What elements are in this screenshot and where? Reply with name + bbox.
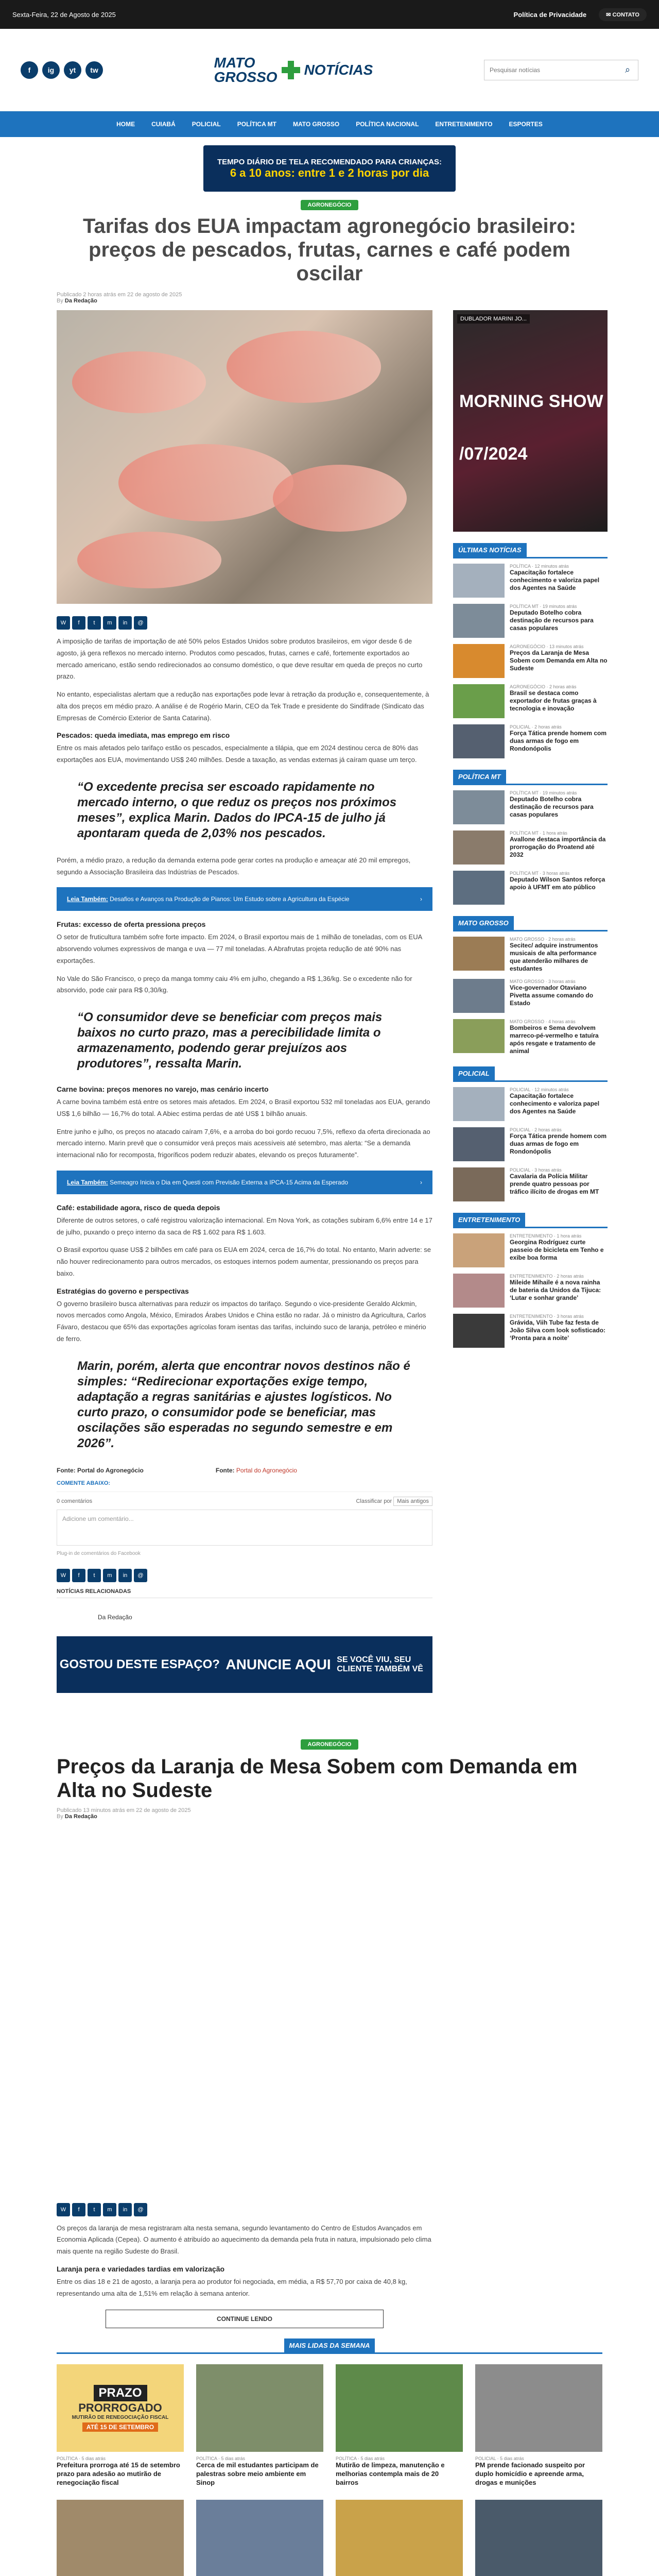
share-bar — [57, 616, 432, 630]
nav-policial[interactable]: POLICIAL — [192, 121, 221, 128]
comments-toolbar — [57, 1492, 432, 1504]
article-main — [57, 310, 432, 1703]
author-name[interactable]: Da Redação — [64, 1813, 97, 1820]
list-item[interactable] — [453, 1274, 608, 1308]
read-also-box[interactable] — [57, 887, 432, 911]
list-item[interactable] — [453, 564, 608, 598]
pull-quote: Marin, porém, alerta que encontrar novos destinos não é simples: “Redirecionar exportações exige tempo, adaptação a regras sanitárias e ajustes logísticos. No curto prazo, o consumidor pode se beneficiar, mas oscilações são esperadas no segundo semestre e em 2026”. — [77, 1359, 410, 1450]
hero-image — [57, 310, 432, 604]
list-item[interactable] — [453, 644, 608, 678]
video-player[interactable] — [453, 310, 608, 532]
item-title[interactable]: Força Tática prende homem com duas armas de fogo em Rondonópolis — [510, 1132, 607, 1155]
logo-line1: MATO — [214, 54, 255, 71]
most-read-section — [57, 2338, 602, 2576]
top-ad-banner[interactable] — [203, 145, 456, 192]
fb-plugin-label: Plug-in de comentários do Facebook — [57, 1550, 141, 1556]
card-title[interactable]: Prefeitura prorroga até 15 de setembro prazo para adesão ao mutirão de renegociação fiscal — [57, 2461, 180, 2487]
paragraph: Diferente de outros setores, o café registrou valorização internacional. Em Nova York, as cotações subiram 6,6% entre 14 e 17 de julho, puxando o preço interno da saca de R$ 1.602 para R$ 1.603. — [57, 1216, 432, 1236]
privacy-link[interactable]: Política de Privacidade — [513, 10, 587, 19]
twitter-share-icon[interactable]: t — [88, 2203, 101, 2216]
twitter-icon[interactable]: tw — [85, 61, 103, 79]
linkedin-icon[interactable]: in — [118, 1569, 132, 1582]
item-category: POLÍTICA MT · 19 minutos atrás — [510, 604, 577, 609]
card-category: POLÍTICA · 5 dias atrás — [57, 2456, 106, 2462]
paragraph: No entanto, especialistas alertam que a redução nas exportações pode levar à retração da produção e, consequentemente, à alta dos preços em médio prazo. A análise é de Rogério Marin, CEO da Tek Trade e presidente do Sindifrade (Sindicato das Empresas de Comércio Exterior de Santa Catarina). — [57, 690, 429, 722]
contact-button[interactable]: ✉ CONTATO — [599, 8, 647, 21]
facebook-share-icon[interactable]: f — [72, 1569, 85, 1582]
card-category: POLÍTICA · 5 dias atrás — [336, 2456, 385, 2462]
pull-quote: “O excedente precisa ser escoado rapidamente no mercado interno, o que reduz os preços nos próximos meses”, explica Marin. Dados do IPCA-15 de julho já apontaram queda de 2,03% nos pescados. — [77, 779, 397, 840]
list-item[interactable] — [453, 1314, 608, 1348]
whatsapp-icon[interactable]: W — [57, 1569, 70, 1582]
item-title[interactable]: Capacitação fortalece conhecimento e valoriza papel dos Agentes na Saúde — [510, 569, 600, 591]
most-read-heading: MAIS LIDAS DA SEMANA — [284, 2338, 375, 2352]
item-title[interactable]: Brasil se destaca como exportador de frutas graças à tecnologia e inovação — [510, 689, 597, 712]
item-category: POLICIAL · 12 minutos atrás — [510, 1087, 569, 1092]
item-category: ENTRETENIMENTO · 3 horas atrás — [510, 1314, 584, 1319]
twitter-share-icon[interactable]: t — [88, 616, 101, 630]
nav-politica-nacional[interactable]: POLÍTICA NACIONAL — [356, 121, 419, 128]
paragraph: Entre junho e julho, os preços no atacado caíram 7,6%, e a arroba do boi gordo recuou 7,5%, reflexo da oferta direcionada ao mercado interno. Marin prevê que o consumidor verá preços mais acessíveis até setembro, mas alerta: “Se a demanda internacional não for recomposta, frigoríficos podem reduzir abates, elevando os preços futuramente”. — [57, 1127, 430, 1159]
source-prefix: Fonte: — [215, 1466, 235, 1474]
paragraph: No Vale do São Francisco, o preço da manga tommy caiu 4% em julho, chegando a R$ 1,36/kg. Se o excedente não for absorvido, pode cair para R$ 0,30/kg. — [57, 974, 412, 994]
news-card[interactable] — [336, 2364, 463, 2487]
item-category: ENTRETENIMENTO · 2 horas atrás — [510, 1274, 584, 1279]
read-also-prefix: Leia Também: — [67, 1178, 108, 1186]
paragraph: Entre os mais afetados pelo tarifaço estão os pescados, especialmente a tilápia, que em 2024 destinou cerca de 80% das exportações aos EUA, movimentando US$ 240 milhões. Desde a taxação, as vendas externas já caíram quase um terço. — [57, 744, 419, 764]
ad-right: SE VOCÊ VIU, SEU CLIENTE TAMBÉM VÊ — [337, 1655, 423, 1673]
article-meta — [57, 292, 602, 304]
promo-line4: ATÉ 15 DE SETEMBRO — [82, 2422, 158, 2432]
list-item[interactable] — [453, 831, 608, 865]
social-icons — [21, 61, 103, 79]
related-author[interactable]: Da Redação — [98, 1613, 132, 1621]
share-bar — [57, 1569, 432, 1582]
item-title[interactable]: Secitec/ adquire instrumentos musicais de alta performance que atenderão milhares de estudantes — [510, 942, 598, 972]
ad-line1: TEMPO DIÁRIO DE TELA RECOMENDADO PARA CRIANÇAS: — [217, 157, 442, 166]
source-label: Fonte: Portal do Agronegócio — [57, 1466, 144, 1474]
item-category: MATO GROSSO · 2 horas atrás — [510, 937, 576, 942]
source-link[interactable]: Portal do Agronegócio — [236, 1466, 297, 1474]
item-title[interactable]: Capacitação fortalece conhecimento e valoriza papel dos Agentes na Saúde — [510, 1092, 600, 1115]
section-heading: Frutas: excesso de oferta pressiona preços — [57, 920, 206, 929]
paragraph: A carne bovina também está entre os setores mais afetados. Em 2024, o Brasil exportou 532 mil toneladas aos EUA, gerando US$ 1,6 bilhão — 16,7% do total. A Abiec estima perdas de até US$ 1 bilhão anuais. — [57, 1098, 430, 1117]
paragraph: O governo brasileiro busca alternativas para reduzir os impactos do tarifaço. Segundo o vice-presidente Geraldo Alckmin, novos mercados como Angola, México, Emirados Árabes Unidos e China estão no radar. Já o ministro da Agricultura, Carlos Fávaro, destacou que 65% das exportações agrícolas foram isentas das tarifas, incluindo suco de laranja, petróleo e minério de ferro. — [57, 1299, 426, 1343]
category-tag[interactable]: AGRONEGÓCIO — [301, 1739, 359, 1750]
messenger-icon[interactable]: m — [103, 2203, 116, 2216]
whatsapp-icon[interactable]: W — [57, 616, 70, 630]
list-item[interactable] — [453, 790, 608, 824]
paragraph: A imposição de tarifas de importação de até 50% pelos Estados Unidos sobre produtos brasileiros, em vigor desde 6 de agosto, já gera reflexos no mercado interno. Produtos como pescados, frutas, carnes e café, fortemente exportados ao mercado americano, estão sendo redirecionados ao consumo doméstico, o que deve resultar em queda de preços no curto prazo. — [57, 637, 423, 681]
share-bar — [57, 2203, 432, 2216]
second-article-title[interactable]: Preços da Laranja de Mesa Sobem com Demanda em Alta no Sudeste — [57, 1755, 578, 1802]
nav-entretenimento[interactable]: ENTRETENIMENTO — [435, 121, 493, 128]
read-also-title: Desafios e Avanços na Produção de Pianos: Um Estudo sobre a Agricultura da Espécie — [110, 895, 350, 903]
item-category: POLICIAL · 3 horas atrás — [510, 1167, 562, 1173]
email-icon[interactable]: @ — [134, 1569, 147, 1582]
category-tag[interactable]: AGRONEGÓCIO — [301, 200, 359, 210]
messenger-icon[interactable]: m — [103, 1569, 116, 1582]
chevron-right-icon: › — [420, 1178, 422, 1186]
nav-cuiaba[interactable]: CUIABÁ — [151, 121, 176, 128]
item-title[interactable]: Vice-governador Otaviano Pivetta assume comando do Estado — [510, 984, 594, 1007]
news-card[interactable] — [336, 2500, 463, 2576]
list-item[interactable] — [453, 937, 608, 973]
list-item[interactable] — [453, 871, 608, 905]
item-category: POLICIAL · 2 horas atrás — [510, 724, 562, 730]
current-date: Sexta-Feira, 22 de Agosto de 2025 — [12, 10, 116, 19]
comment-heading: COMENTE ABAIXO: — [57, 1480, 111, 1486]
item-title[interactable]: Grávida, Viih Tube faz festa de João Silva com look sofisticado: ‘Pronta para a noite’ — [510, 1319, 606, 1342]
list-item[interactable] — [453, 724, 608, 758]
bottom-ad-banner[interactable] — [57, 1636, 432, 1693]
list-item[interactable] — [453, 1019, 608, 1055]
comment-input[interactable]: Adicione um comentário... — [57, 1510, 432, 1546]
paragraph: Entre os dias 18 e 21 de agosto, a laranja pera ao produtor foi negociada, em média, a R$ 57,70 por caixa de 40,8 kg, representando uma alta de 1,51% em relação à semana anterior. — [57, 2277, 407, 2297]
promo-line2: PRORROGADO — [78, 2401, 162, 2414]
item-title[interactable]: Avallone destaca importância da prorrogação do Proatend até 2032 — [510, 836, 606, 858]
item-category: POLÍTICA MT · 19 minutos atrás — [510, 790, 577, 795]
ad-left: GOSTOU DESTE ESPAÇO? — [59, 1657, 220, 1671]
sidebar-heading: MATO GROSSO — [453, 916, 514, 930]
read-also-title: Semeagro Inicia o Dia em Questi com Previsão Externa a IPCA-15 Acima da Esperado — [110, 1178, 349, 1186]
list-item[interactable] — [453, 604, 608, 638]
item-category: MATO GROSSO · 3 horas atrás — [510, 979, 576, 984]
sort-label: Classificar por — [356, 1498, 392, 1504]
news-card[interactable] — [57, 2364, 184, 2487]
sidebar-heading: POLICIAL — [453, 1066, 495, 1080]
sort-select[interactable]: Mais antigos — [393, 1497, 432, 1506]
published-date: Publicado 13 minutos atrás em 22 de agosto de 2025 — [57, 1807, 191, 1814]
search-box — [484, 60, 638, 80]
pull-quote: “O consumidor deve se beneficiar com preços mais baixos no curto prazo, mas a perecibilidade limita o armazenamento, podendo gerar prejuízos aos produtores”, ressalta Marin. — [77, 1010, 383, 1071]
author-prefix: By — [57, 1813, 63, 1820]
nav-esportes[interactable]: ESPORTES — [509, 121, 543, 128]
main-nav — [0, 111, 659, 137]
article-container — [0, 200, 659, 2576]
item-title[interactable]: Deputado Botelho cobra destinação de recursos para casas populares — [510, 795, 594, 818]
item-category: AGRONEGÓCIO · 2 horas atrás — [510, 684, 577, 689]
item-category: POLÍTICA MT · 1 hora atrás — [510, 831, 567, 836]
logo-line3: NOTÍCIAS — [304, 61, 373, 78]
news-card[interactable] — [196, 2500, 323, 2576]
site-header — [0, 29, 659, 111]
card-title[interactable]: PM prende facionado suspeito por duplo homicídio e apreende arma, drogas e munições — [475, 2461, 585, 2487]
search-input[interactable] — [484, 60, 617, 80]
paragraph: O Brasil exportou quase US$ 2 bilhões em café para os EUA em 2024, cerca de 16,7% do total. No entanto, Marin adverte: se não houver redirecionamento para outros mercados, os estoques internos podem aumentar, pressionando os preços para baixo. — [57, 1246, 431, 1277]
published-date: Publicado 2 horas atrás em 22 de agosto de 2025 — [57, 292, 182, 298]
cross-icon — [282, 61, 300, 79]
card-title[interactable]: Cerca de mil estudantes participam de palestras sobre meio ambiente em Sinop — [196, 2461, 319, 2487]
section-heading: Laranja pera e variedades tardias em valorização — [57, 2264, 225, 2273]
news-card[interactable] — [196, 2364, 323, 2487]
author-name[interactable]: Da Redação — [64, 298, 97, 304]
list-item[interactable] — [453, 1087, 608, 1121]
list-item[interactable] — [453, 684, 608, 718]
item-category: POLÍTICA MT · 3 horas atrás — [510, 871, 570, 876]
list-item[interactable] — [453, 1127, 608, 1161]
card-category: POLÍTICA · 5 dias atrás — [196, 2456, 246, 2462]
twitter-share-icon[interactable]: t — [88, 1569, 101, 1582]
item-title[interactable]: Georgina Rodríguez curte passeio de bicicleta em Tenho e exibe boa forma — [510, 1239, 604, 1261]
linkedin-icon[interactable]: in — [118, 2203, 132, 2216]
section-heading: Pescados: queda imediata, mas emprego em risco — [57, 731, 230, 740]
item-title[interactable]: Bombeiros e Sema devolvem marreco-pé-vermelho e tatuíra após resgate e tratamento de animal — [510, 1024, 599, 1055]
promo-line3: MUTIRÃO DE RENEGOCIAÇÃO FISCAL — [72, 2414, 169, 2420]
item-category: POLICIAL · 2 horas atrás — [510, 1127, 562, 1132]
whatsapp-icon[interactable]: W — [57, 2203, 70, 2216]
ad-mid: ANUNCIE AQUI — [226, 1656, 331, 1672]
instagram-icon[interactable]: ig — [42, 61, 60, 79]
second-article — [57, 1739, 602, 2329]
promo-banner — [57, 2364, 184, 2452]
author-prefix: By — [57, 298, 63, 304]
youtube-icon[interactable]: yt — [64, 61, 81, 79]
item-title[interactable]: Mileide Mihaile é a nova rainha de bateria da Unidos da Tijuca: ‘Lutar e sonhar grande’ — [510, 1279, 601, 1301]
nav-home[interactable]: HOME — [116, 121, 135, 128]
article-title: Tarifas dos EUA impactam agronegócio brasileiro: preços de pescados, frutas, carnes e café podem oscilar — [82, 215, 576, 285]
sidebar-heading: POLÍTICA MT — [453, 770, 506, 784]
contact-label: CONTATO — [612, 11, 639, 18]
item-title[interactable]: Deputado Wilson Santos reforça apoio à UFMT em ato público — [510, 876, 605, 891]
item-category: POLÍTICA · 12 minutos atrás — [510, 564, 569, 569]
second-article-image-space — [57, 1820, 602, 2191]
sidebar — [453, 310, 608, 1703]
messenger-icon[interactable]: m — [103, 616, 116, 630]
item-category: AGRONEGÓCIO · 13 minutos atrás — [510, 644, 584, 649]
continue-reading-button[interactable]: CONTINUE LENDO — [106, 2310, 384, 2328]
item-title[interactable]: Deputado Botelho cobra destinação de recursos para casas populares — [510, 609, 594, 632]
list-item[interactable] — [453, 979, 608, 1013]
facebook-icon[interactable]: f — [21, 61, 38, 79]
video-label: DUBLADOR MARINI JO... — [457, 314, 530, 324]
comments-count: 0 comentários — [57, 1498, 93, 1504]
email-icon[interactable]: @ — [134, 2203, 147, 2216]
paragraph: Os preços da laranja de mesa registraram alta nesta semana, segundo levantamento do Centro de Estudos Avançados em Economia Aplicada (Cepea). O aumento é atribuído ao aquecimento da demanda pela fruta in natura, impulsionado pelo clima mais quente na região Sudeste do Brasil. — [57, 2224, 431, 2255]
item-category: ENTRETENIMENTO · 1 hora atrás — [510, 1233, 582, 1239]
site-logo[interactable] — [214, 56, 373, 84]
card-category: POLICIAL · 5 dias atrás — [475, 2456, 524, 2462]
sidebar-heading: ÚLTIMAS NOTÍCIAS — [453, 543, 527, 557]
linkedin-icon[interactable]: in — [118, 616, 132, 630]
read-also-prefix: Leia Também: — [67, 895, 108, 903]
item-title[interactable]: Cavalaria da Polícia Militar prende quatro pessoas por tráfico ilícito de drogas em MT — [510, 1173, 599, 1195]
facebook-share-icon[interactable]: f — [72, 616, 85, 630]
search-icon[interactable]: ⌕ — [625, 64, 631, 75]
section-heading: Café: estabilidade agora, risco de queda depois — [57, 1203, 220, 1212]
promo-line1: PRAZO — [94, 2385, 147, 2401]
source-row — [57, 1467, 432, 1474]
logo-line2: GROSSO — [214, 69, 278, 85]
section-heading: Carne bovina: preços menores no varejo, mas cenário incerto — [57, 1085, 269, 1093]
news-card[interactable] — [475, 2500, 602, 2576]
chevron-right-icon: › — [420, 895, 422, 903]
list-item[interactable] — [453, 1167, 608, 1201]
video-date: /07/2024 — [459, 444, 528, 464]
paragraph: O setor de fruticultura também sofre forte impacto. Em 2024, o Brasil exportou mais de 1 milhão de toneladas, com os EUA absorvendo volumes expressivos de manga e uva — 77 mil toneladas. A Abrafrutas projeta redução de até 90% nas exportações. — [57, 933, 422, 964]
read-also-box[interactable] — [57, 1171, 432, 1194]
item-category: MATO GROSSO · 4 horas atrás — [510, 1019, 576, 1024]
item-title[interactable]: Força Tática prende homem com duas armas de fogo em Rondonópolis — [510, 730, 607, 752]
ad-line2: 6 a 10 anos: entre 1 e 2 horas por dia — [230, 166, 429, 179]
list-item[interactable] — [453, 1233, 608, 1267]
nav-mato-grosso[interactable]: MATO GROSSO — [292, 121, 340, 128]
related-heading: NOTÍCIAS RELACIONADAS — [57, 1588, 432, 1598]
nav-politica-mt[interactable]: POLÍTICA MT — [237, 121, 276, 128]
section-heading: Estratégias do governo e perspectivas — [57, 1286, 189, 1295]
video-title: MORNING SHOW — [459, 392, 603, 411]
top-bar — [0, 0, 659, 29]
facebook-share-icon[interactable]: f — [72, 2203, 85, 2216]
sidebar-heading: ENTRETENIMENTO — [453, 1213, 525, 1227]
email-icon[interactable]: @ — [134, 616, 147, 630]
card-title[interactable]: Mutirão de limpeza, manutenção e melhorias contempla mais de 20 bairros — [336, 2461, 445, 2487]
news-card[interactable] — [57, 2500, 184, 2576]
news-card[interactable] — [475, 2364, 602, 2487]
paragraph: Porém, a médio prazo, a redução da demanda externa pode gerar cortes na produção e ameaçar até 20 mil empregos, segundo a Associação Brasileira das Indústrias de Pescados. — [57, 856, 411, 876]
item-title[interactable]: Preços da Laranja de Mesa Sobem com Demanda em Alta no Sudeste — [510, 649, 608, 672]
